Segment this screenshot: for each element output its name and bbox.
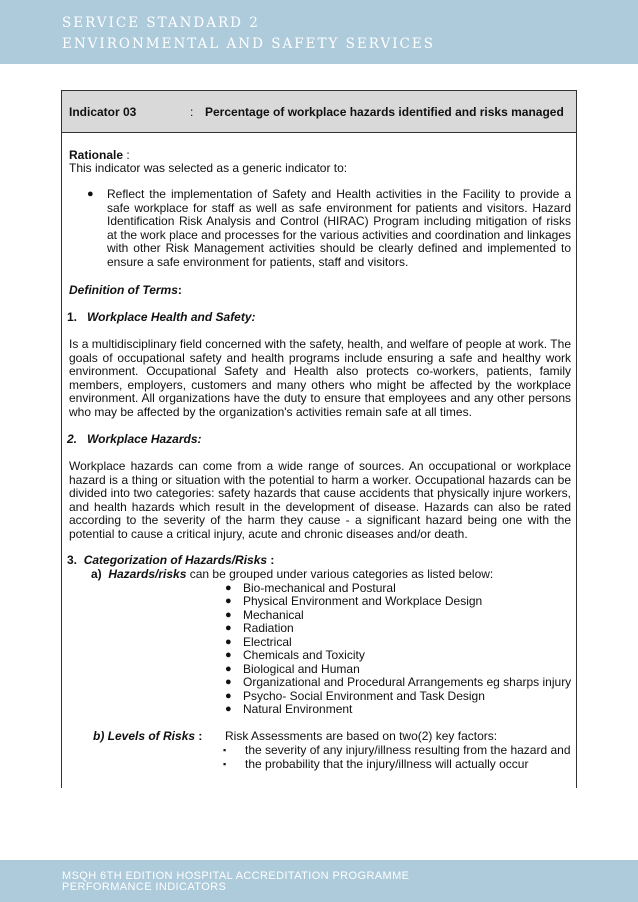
square-bullet-icon: ▪ [223,745,227,755]
page-footer [0,860,638,902]
bullet-icon: ● [225,582,232,594]
list-item: Bio-mechanical and Postural [243,581,396,595]
term2-heading: 2. Workplace Hazards: [67,432,202,446]
bullet-icon: ● [225,676,232,688]
bullet-icon: ● [225,703,232,715]
list-item: Natural Environment [243,702,353,716]
indicator-colon: : [190,105,194,119]
bullet-icon: ● [225,690,232,702]
rationale-heading: Rationale : [69,148,130,162]
list-item: Organizational and Procedural Arrangements eg sharps injury [243,675,572,689]
term1-body: Is a multidisciplinary field concerned with the safety, health, and welfare of people at work. The goals of occupational safety and health programs include ensuring a safe and healthy work environment. Occupational Safety and Health also protects co-workers, patients, family members, employers, customers and many others who might be affected by the workplace environment. All organizations have the duty to ensure that employees and any other persons who may be affected by the organization's activities remain safe at all times. [69,337,571,419]
term1-heading: 1. Workplace Health and Safety: [67,310,256,324]
list-item: Psycho- Social Environment and Task Design [243,689,485,703]
header-title-line1: SERVICE STANDARD 2 [62,15,260,31]
bullet-icon: ● [225,649,232,661]
rationale-bullet-text: Reflect the implementation of Safety and Health activities in the Facility to provide a safe workplace for staff as well as safe environment for patients and visitors. Hazard Identification Risk Analysis and Control (HIRAC) Program including mitigation of risks at the work place and processes for the various activities and coordination and linkages with other Risk Management activities should be clearly defined and implemented to ensure a safe environment for patients, staff and visitors. [107,187,571,269]
list-item: Mechanical [243,608,304,622]
list-item: Physical Environment and Workplace Design [243,594,483,608]
list-item: Biological and Human [243,662,360,676]
bullet-icon: ● [225,622,232,634]
term3-a-line: a) Hazards/risks can be grouped under various categories as listed below: [91,567,494,581]
bullet-icon: ● [225,636,232,648]
page-header [0,0,638,64]
definitions-heading: Definition of Terms: [69,283,182,297]
list-item: the severity of any injury/illness resulting from the hazard and [245,743,571,757]
term3-b-label: b) Levels of Risks : [93,729,203,743]
list-item: Radiation [243,621,294,635]
footer-line2: PERFORMANCE INDICATORS [62,881,227,893]
bullet-icon: ● [225,609,232,621]
footer-line1: MSQH 6TH EDITION HOSPITAL ACCREDITATION PROGRAMME [62,870,410,882]
term3-b-text: Risk Assessments are based on two(2) key factors: [225,729,498,743]
term2-body: Workplace hazards can come from a wide range of sources. An occupational or workplace hazard is a thing or situation with the potential to harm a worker. Occupational hazards can be divided into two categories: safety hazards that cause accidents that physically injure workers, and health hazards which result in the development of disease. Hazards can also be rated according to the severity of the harm they cause - a significant hazard being one with the potential to cause a critical injury, acute and chronic diseases and/or death. [69,459,571,541]
indicator-bar [62,91,576,133]
bullet-icon: ● [225,663,232,675]
content-frame [61,90,577,788]
square-bullet-icon: ▪ [223,759,227,769]
indicator-title: Percentage of workplace hazards identified and risks managed [205,105,564,119]
rationale-intro: This indicator was selected as a generic indicator to: [69,161,348,175]
term3-heading: 3. Categorization of Hazards/Risks : [67,553,275,567]
list-item: Electrical [243,635,292,649]
bullet-icon: ● [225,595,232,607]
list-item: the probability that the injury/illness will actually occur [245,757,529,771]
indicator-label: Indicator 03 [69,105,137,119]
bullet-icon: ● [87,188,94,200]
header-title-line2: ENVIRONMENTAL AND SAFETY SERVICES [62,36,435,52]
list-item: Chemicals and Toxicity [243,648,365,662]
